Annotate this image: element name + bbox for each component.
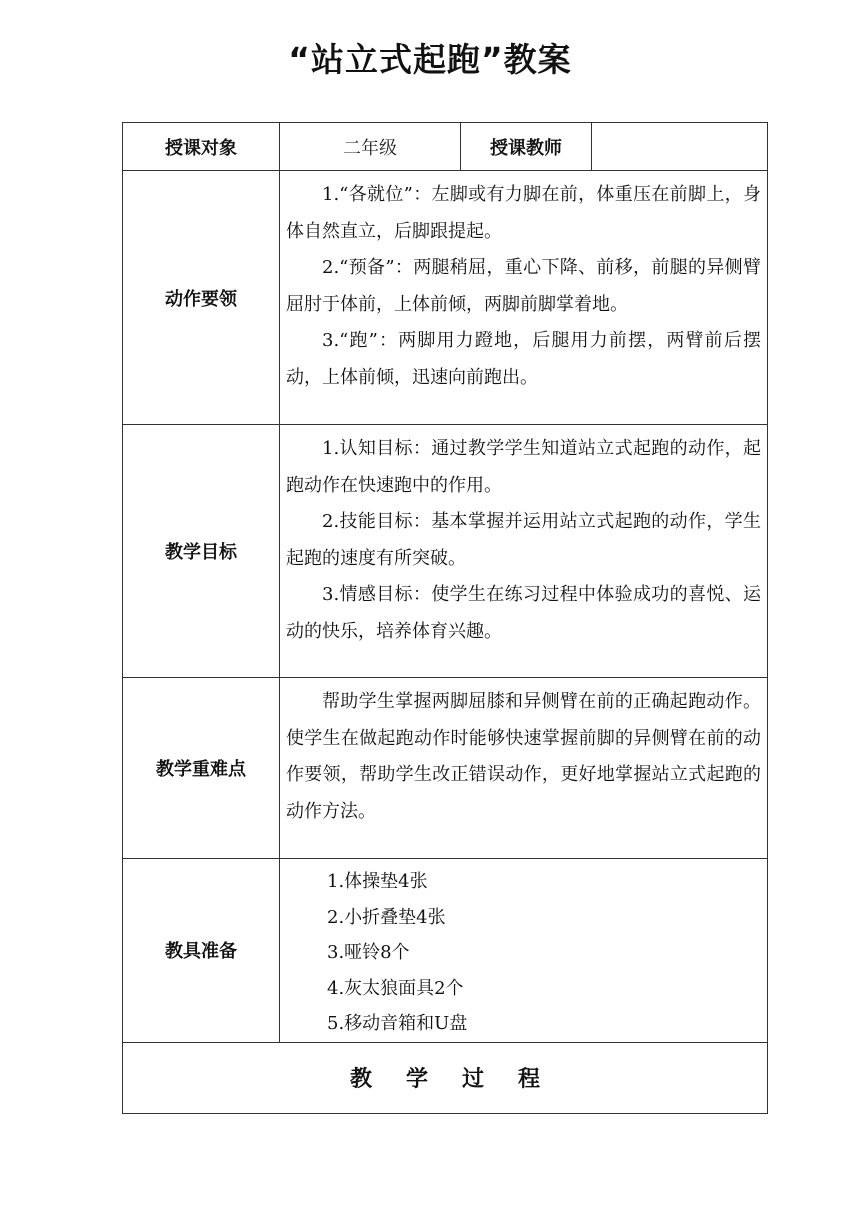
target-label: 授课对象 [123, 123, 280, 171]
key-points-content [280, 678, 768, 859]
key-points-row [123, 678, 768, 859]
process-char: 程 [518, 1067, 541, 1092]
equipment-item: 5.移动音箱和U盘 [327, 1013, 468, 1034]
process-row [123, 1042, 768, 1113]
essentials-paragraph: 2.“预备”：两腿稍屈，重心下降、前移，前腿的异侧臂屈肘于体前，上体前倾，两脚前脚掌着地。 [286, 257, 761, 315]
process-char: 过 [462, 1067, 485, 1092]
header-row [123, 123, 768, 171]
equipment-item: 2.小折叠垫4张 [327, 906, 446, 928]
teacher-label: 授课教师 [461, 123, 592, 171]
goals-paragraph: 1.认知目标：通过教学学生知道站立式起跑的动作，起跑动作在快速跑中的作用。 [286, 438, 761, 496]
essentials-paragraph: 1.“各就位”：左脚或有力脚在前，体重压在前脚上，身体自然直立，后脚跟提起。 [286, 184, 761, 242]
process-heading [123, 1042, 768, 1113]
teacher-value [592, 123, 768, 171]
goals-content [280, 425, 768, 678]
lesson-plan-table [122, 122, 768, 1114]
key-points-label: 教学重难点 [123, 678, 280, 859]
equipment-row [123, 859, 768, 1043]
equipment-item: 4.灰太狼面具2个 [327, 977, 464, 999]
equipment-item: 1.体操垫4张 [327, 871, 428, 892]
key-points-paragraph: 帮助学生掌握两脚屈膝和异侧臂在前的正确起跑动作。使学生在做起跑动作时能够快速掌握前脚的异侧臂在前的动作要领，帮助学生改正错误动作，更好地掌握站立式起跑的动作方法。 [286, 691, 761, 822]
document-title: “站立式起跑”教案 [288, 40, 572, 79]
goals-paragraph: 3.情感目标：使学生在练习过程中体验成功的喜悦、运动的快乐，培养体育兴趣。 [286, 584, 761, 642]
goals-row [123, 425, 768, 678]
goals-paragraph: 2.技能目标：基本掌握并运用站立式起跑的动作，学生起跑的速度有所突破。 [286, 511, 761, 569]
essentials-label: 动作要领 [123, 171, 280, 425]
essentials-paragraph: 3.“跑”：两脚用力蹬地，后腿用力前摆，两臂前后摆动，上体前倾，迅速向前跑出。 [286, 330, 761, 388]
equipment-list [280, 859, 768, 1043]
essentials-row [123, 171, 768, 425]
essentials-content [280, 171, 768, 425]
equipment-label: 教具准备 [123, 859, 280, 1043]
process-char: 教 [349, 1067, 372, 1092]
process-char: 学 [405, 1067, 428, 1092]
equipment-item: 3.哑铃8个 [327, 942, 410, 963]
goals-label: 教学目标 [123, 425, 280, 678]
target-value: 二年级 [280, 123, 461, 171]
